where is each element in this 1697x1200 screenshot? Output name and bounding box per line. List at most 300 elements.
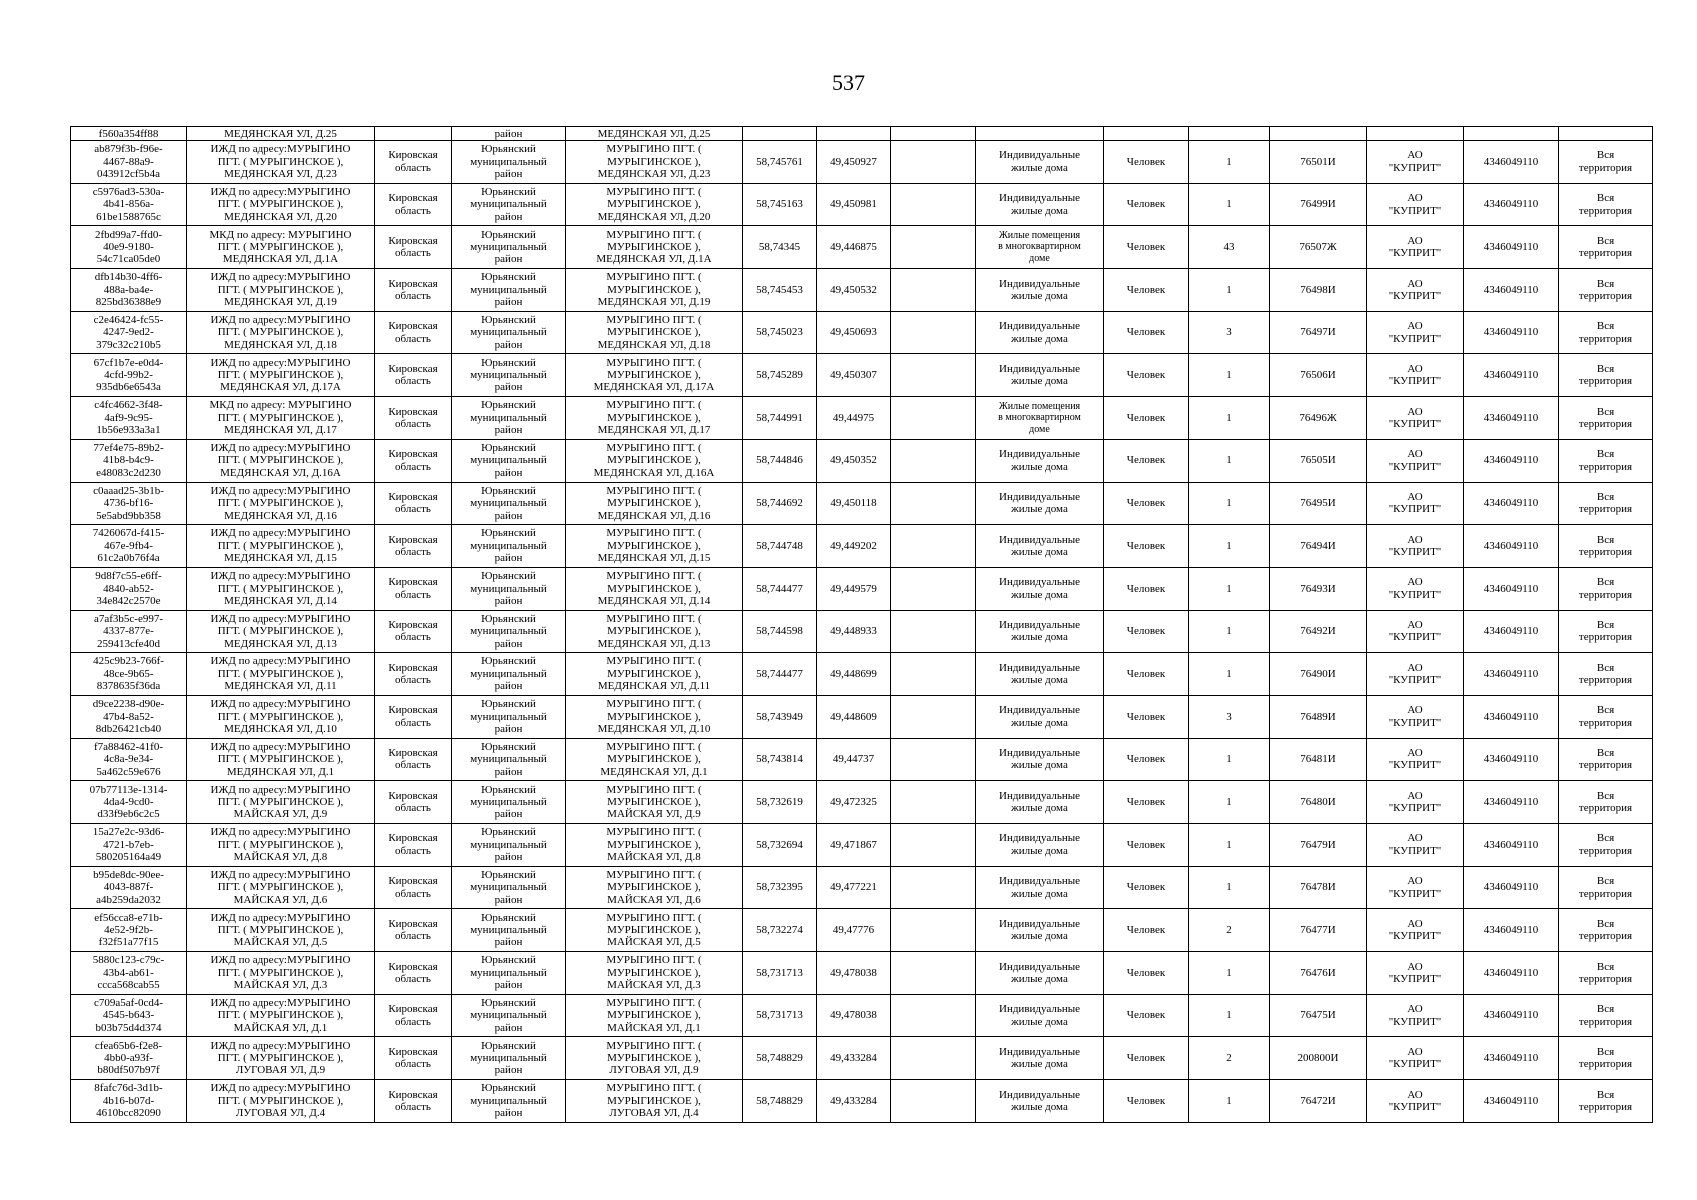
cell-address: МУРЫГИНО ПГТ. ( МУРЫГИНСКОЕ ), МЕДЯНСКАЯ УЛ, Д.18: [566, 311, 743, 354]
cell-zone: Вся территория: [1559, 311, 1653, 354]
table-row: [71, 127, 1653, 141]
cell-category: Индивидуальные жилые дома: [976, 311, 1104, 354]
cell-description: ИЖД по адресу:МУРЫГИНО ПГТ. ( МУРЫГИНСКОЕ ), МЕДЯНСКАЯ УЛ, Д.23: [187, 141, 375, 184]
cell-longitude: 49,448933: [817, 610, 891, 653]
cell-empty: [891, 354, 976, 397]
cell-inn: 4346049110: [1464, 439, 1559, 482]
cell-longitude: 49,433284: [817, 1080, 891, 1123]
cell-unit: Человек: [1104, 567, 1189, 610]
cell-zone: Вся территория: [1559, 738, 1653, 781]
cell-region: Кировская область: [375, 311, 452, 354]
cell-latitude: 58,744477: [743, 567, 817, 610]
cell-id: f7a88462-41f0- 4c8a-9e34- 5a462c59e676: [71, 738, 187, 781]
table-row: [71, 439, 1653, 482]
cell-description: ИЖД по адресу:МУРЫГИНО ПГТ. ( МУРЫГИНСКОЕ ), МАЙСКАЯ УЛ, Д.1: [187, 994, 375, 1037]
cell-latitude: 58,732395: [743, 866, 817, 909]
cell-inn: 4346049110: [1464, 269, 1559, 312]
cell-zone: Вся территория: [1559, 824, 1653, 867]
table-row: [71, 183, 1653, 226]
cell-organization: АО "КУПРИТ": [1367, 311, 1464, 354]
cell-unit: Человек: [1104, 1037, 1189, 1080]
cell-longitude: 49,450693: [817, 311, 891, 354]
cell-empty: [891, 695, 976, 738]
cell-code: [1270, 127, 1367, 141]
cell-count: 1: [1189, 354, 1270, 397]
cell-latitude: 58,743949: [743, 695, 817, 738]
cell-region: Кировская область: [375, 397, 452, 440]
cell-description: ИЖД по адресу:МУРЫГИНО ПГТ. ( МУРЫГИНСКОЕ ), ЛУГОВАЯ УЛ, Д.4: [187, 1080, 375, 1123]
cell-category: Индивидуальные жилые дома: [976, 525, 1104, 568]
cell-empty: [891, 824, 976, 867]
cell-longitude: 49,450532: [817, 269, 891, 312]
cell-id: 5880c123-c79c- 43b4-ab61- ccca568cab55: [71, 952, 187, 995]
cell-count: 1: [1189, 653, 1270, 696]
cell-id: f560a354ff88: [71, 127, 187, 141]
cell-address: МУРЫГИНО ПГТ. ( МУРЫГИНСКОЕ ), МЕДЯНСКАЯ УЛ, Д.23: [566, 141, 743, 184]
cell-latitude: 58,745761: [743, 141, 817, 184]
cell-code: 76506И: [1270, 354, 1367, 397]
cell-inn: 4346049110: [1464, 141, 1559, 184]
cell-district: Юрьянский муниципальный район: [452, 695, 566, 738]
cell-inn: 4346049110: [1464, 653, 1559, 696]
cell-empty: [891, 127, 976, 141]
cell-unit: Человек: [1104, 738, 1189, 781]
cell-district: Юрьянский муниципальный район: [452, 354, 566, 397]
cell-inn: [1464, 127, 1559, 141]
cell-unit: Человек: [1104, 994, 1189, 1037]
cell-latitude: [743, 127, 817, 141]
cell-code: 76475И: [1270, 994, 1367, 1037]
cell-address: МУРЫГИНО ПГТ. ( МУРЫГИНСКОЕ ), МАЙСКАЯ УЛ, Д.1: [566, 994, 743, 1037]
cell-empty: [891, 397, 976, 440]
cell-district: Юрьянский муниципальный район: [452, 482, 566, 525]
cell-description: МЕДЯНСКАЯ УЛ, Д.25: [187, 127, 375, 141]
cell-count: [1189, 127, 1270, 141]
cell-zone: Вся территория: [1559, 994, 1653, 1037]
cell-id: a7af3b5c-e997- 4337-877e- 259413cfe40d: [71, 610, 187, 653]
cell-inn: 4346049110: [1464, 525, 1559, 568]
cell-organization: АО "КУПРИТ": [1367, 1080, 1464, 1123]
cell-district: Юрьянский муниципальный район: [452, 1037, 566, 1080]
cell-latitude: 58,745289: [743, 354, 817, 397]
cell-organization: АО "КУПРИТ": [1367, 482, 1464, 525]
cell-unit: Человек: [1104, 311, 1189, 354]
cell-latitude: 58,745023: [743, 311, 817, 354]
cell-inn: 4346049110: [1464, 952, 1559, 995]
cell-count: 1: [1189, 866, 1270, 909]
cell-id: d9ce2238-d90e- 47b4-8a52- 8db26421cb40: [71, 695, 187, 738]
cell-organization: АО "КУПРИТ": [1367, 525, 1464, 568]
cell-address: МУРЫГИНО ПГТ. ( МУРЫГИНСКОЕ ), МЕДЯНСКАЯ УЛ, Д.20: [566, 183, 743, 226]
cell-address: МУРЫГИНО ПГТ. ( МУРЫГИНСКОЕ ), МЕДЯНСКАЯ УЛ, Д.1: [566, 738, 743, 781]
cell-address: МУРЫГИНО ПГТ. ( МУРЫГИНСКОЕ ), МЕДЯНСКАЯ УЛ, Д.14: [566, 567, 743, 610]
cell-zone: Вся территория: [1559, 653, 1653, 696]
cell-code: 76507Ж: [1270, 226, 1367, 269]
cell-unit: Человек: [1104, 269, 1189, 312]
cell-empty: [891, 994, 976, 1037]
cell-inn: 4346049110: [1464, 311, 1559, 354]
cell-organization: АО "КУПРИТ": [1367, 653, 1464, 696]
cell-code: 76477И: [1270, 909, 1367, 952]
cell-id: c4fc4662-3f48- 4af9-9c95- 1b56e933a3a1: [71, 397, 187, 440]
cell-latitude: 58,744748: [743, 525, 817, 568]
cell-region: Кировская область: [375, 354, 452, 397]
cell-description: ИЖД по адресу:МУРЫГИНО ПГТ. ( МУРЫГИНСКОЕ ), МАЙСКАЯ УЛ, Д.5: [187, 909, 375, 952]
cell-district: Юрьянский муниципальный район: [452, 909, 566, 952]
cell-longitude: 49,477221: [817, 866, 891, 909]
cell-zone: Вся территория: [1559, 567, 1653, 610]
cell-district: Юрьянский муниципальный район: [452, 141, 566, 184]
cell-inn: 4346049110: [1464, 226, 1559, 269]
cell-longitude: 49,471867: [817, 824, 891, 867]
cell-description: ИЖД по адресу:МУРЫГИНО ПГТ. ( МУРЫГИНСКОЕ ), МАЙСКАЯ УЛ, Д.9: [187, 781, 375, 824]
cell-empty: [891, 909, 976, 952]
cell-empty: [891, 1037, 976, 1080]
cell-unit: Человек: [1104, 525, 1189, 568]
cell-code: 76476И: [1270, 952, 1367, 995]
cell-unit: Человек: [1104, 354, 1189, 397]
cell-description: ИЖД по адресу:МУРЫГИНО ПГТ. ( МУРЫГИНСКОЕ ), МЕДЯНСКАЯ УЛ, Д.15: [187, 525, 375, 568]
cell-organization: АО "КУПРИТ": [1367, 141, 1464, 184]
cell-address: МУРЫГИНО ПГТ. ( МУРЫГИНСКОЕ ), МЕДЯНСКАЯ УЛ, Д.11: [566, 653, 743, 696]
cell-zone: Вся территория: [1559, 1037, 1653, 1080]
cell-zone: Вся территория: [1559, 610, 1653, 653]
cell-region: Кировская область: [375, 226, 452, 269]
cell-zone: Вся территория: [1559, 397, 1653, 440]
cell-category: Индивидуальные жилые дома: [976, 824, 1104, 867]
cell-code: 76480И: [1270, 781, 1367, 824]
cell-region: Кировская область: [375, 1037, 452, 1080]
cell-category: Индивидуальные жилые дома: [976, 567, 1104, 610]
cell-count: 1: [1189, 824, 1270, 867]
table-row: [71, 482, 1653, 525]
cell-id: dfb14b30-4ff6- 488a-ba4e- 825bd36388e9: [71, 269, 187, 312]
cell-description: ИЖД по адресу:МУРЫГИНО ПГТ. ( МУРЫГИНСКОЕ ), МЕДЯНСКАЯ УЛ, Д.18: [187, 311, 375, 354]
table-row: [71, 311, 1653, 354]
table-row: [71, 909, 1653, 952]
cell-longitude: 49,450981: [817, 183, 891, 226]
cell-id: cfea65b6-f2e8- 4bb0-a93f- b80df507b97f: [71, 1037, 187, 1080]
cell-latitude: 58,748829: [743, 1080, 817, 1123]
cell-code: 76498И: [1270, 269, 1367, 312]
cell-count: 1: [1189, 952, 1270, 995]
cell-organization: [1367, 127, 1464, 141]
cell-inn: 4346049110: [1464, 482, 1559, 525]
cell-region: Кировская область: [375, 482, 452, 525]
cell-code: 76490И: [1270, 653, 1367, 696]
cell-count: 1: [1189, 1080, 1270, 1123]
table-row: [71, 354, 1653, 397]
cell-category: Индивидуальные жилые дома: [976, 909, 1104, 952]
cell-count: 3: [1189, 695, 1270, 738]
cell-empty: [891, 781, 976, 824]
cell-district: Юрьянский муниципальный район: [452, 311, 566, 354]
cell-code: 76493И: [1270, 567, 1367, 610]
cell-empty: [891, 269, 976, 312]
cell-count: 2: [1189, 909, 1270, 952]
cell-organization: АО "КУПРИТ": [1367, 866, 1464, 909]
cell-inn: 4346049110: [1464, 866, 1559, 909]
cell-id: 15a27e2c-93d6- 4721-b7eb- 580205164a49: [71, 824, 187, 867]
cell-empty: [891, 738, 976, 781]
cell-zone: Вся территория: [1559, 354, 1653, 397]
cell-unit: Человек: [1104, 183, 1189, 226]
cell-unit: Человек: [1104, 909, 1189, 952]
cell-address: МУРЫГИНО ПГТ. ( МУРЫГИНСКОЕ ), МЕДЯНСКАЯ УЛ, Д.16А: [566, 439, 743, 482]
cell-longitude: 49,44975: [817, 397, 891, 440]
cell-category: Индивидуальные жилые дома: [976, 610, 1104, 653]
cell-zone: Вся территория: [1559, 141, 1653, 184]
cell-id: 2fbd99a7-ffd0- 40e9-9180- 54c71ca05de0: [71, 226, 187, 269]
cell-unit: Человек: [1104, 866, 1189, 909]
cell-description: ИЖД по адресу:МУРЫГИНО ПГТ. ( МУРЫГИНСКОЕ ), ЛУГОВАЯ УЛ, Д.9: [187, 1037, 375, 1080]
cell-district: Юрьянский муниципальный район: [452, 397, 566, 440]
cell-region: Кировская область: [375, 269, 452, 312]
cell-empty: [891, 653, 976, 696]
cell-district: Юрьянский муниципальный район: [452, 525, 566, 568]
cell-count: 2: [1189, 1037, 1270, 1080]
cell-unit: Человек: [1104, 781, 1189, 824]
cell-longitude: 49,449579: [817, 567, 891, 610]
cell-description: ИЖД по адресу:МУРЫГИНО ПГТ. ( МУРЫГИНСКОЕ ), МАЙСКАЯ УЛ, Д.8: [187, 824, 375, 867]
cell-category: Индивидуальные жилые дома: [976, 866, 1104, 909]
table-row: [71, 397, 1653, 440]
cell-zone: Вся территория: [1559, 1080, 1653, 1123]
cell-region: Кировская область: [375, 141, 452, 184]
table-row: [71, 866, 1653, 909]
cell-district: Юрьянский муниципальный район: [452, 824, 566, 867]
cell-inn: 4346049110: [1464, 610, 1559, 653]
cell-latitude: 58,745163: [743, 183, 817, 226]
page-number: 537: [832, 70, 865, 95]
cell-region: Кировская область: [375, 567, 452, 610]
cell-unit: Человек: [1104, 141, 1189, 184]
cell-latitude: 58,732274: [743, 909, 817, 952]
cell-zone: Вся территория: [1559, 439, 1653, 482]
cell-address: МУРЫГИНО ПГТ. ( МУРЫГИНСКОЕ ), МЕДЯНСКАЯ УЛ, Д.17А: [566, 354, 743, 397]
cell-category: Индивидуальные жилые дома: [976, 952, 1104, 995]
cell-description: ИЖД по адресу:МУРЫГИНО ПГТ. ( МУРЫГИНСКОЕ ), МЕДЯНСКАЯ УЛ, Д.1: [187, 738, 375, 781]
cell-id: c5976ad3-530a- 4b41-856a- 61be1588765c: [71, 183, 187, 226]
cell-zone: Вся территория: [1559, 866, 1653, 909]
cell-longitude: 49,478038: [817, 994, 891, 1037]
cell-organization: АО "КУПРИТ": [1367, 824, 1464, 867]
cell-address: МУРЫГИНО ПГТ. ( МУРЫГИНСКОЕ ), МЕДЯНСКАЯ УЛ, Д.1А: [566, 226, 743, 269]
cell-count: 1: [1189, 183, 1270, 226]
cell-unit: [1104, 127, 1189, 141]
cell-count: 1: [1189, 994, 1270, 1037]
cell-id: 67cf1b7e-e0d4- 4cfd-99b2- 935db6e6543a: [71, 354, 187, 397]
cell-organization: АО "КУПРИТ": [1367, 354, 1464, 397]
table-row: [71, 952, 1653, 995]
cell-longitude: 49,450118: [817, 482, 891, 525]
cell-code: 200800И: [1270, 1037, 1367, 1080]
cell-zone: Вся территория: [1559, 695, 1653, 738]
table-row: [71, 226, 1653, 269]
cell-latitude: 58,74345: [743, 226, 817, 269]
cell-category: Жилые помещения в многоквартирном доме: [976, 397, 1104, 440]
cell-organization: АО "КУПРИТ": [1367, 439, 1464, 482]
cell-latitude: 58,748829: [743, 1037, 817, 1080]
cell-code: 76495И: [1270, 482, 1367, 525]
cell-zone: Вся территория: [1559, 226, 1653, 269]
cell-description: ИЖД по адресу:МУРЫГИНО ПГТ. ( МУРЫГИНСКОЕ ), МЕДЯНСКАЯ УЛ, Д.16: [187, 482, 375, 525]
cell-region: Кировская область: [375, 610, 452, 653]
cell-description: ИЖД по адресу:МУРЫГИНО ПГТ. ( МУРЫГИНСКОЕ ), МЕДЯНСКАЯ УЛ, Д.11: [187, 653, 375, 696]
cell-category: Индивидуальные жилые дома: [976, 183, 1104, 226]
cell-longitude: 49,478038: [817, 952, 891, 995]
cell-empty: [891, 952, 976, 995]
cell-category: Индивидуальные жилые дома: [976, 1037, 1104, 1080]
cell-category: Индивидуальные жилые дома: [976, 695, 1104, 738]
cell-inn: 4346049110: [1464, 183, 1559, 226]
table-row: [71, 695, 1653, 738]
cell-count: 3: [1189, 311, 1270, 354]
cell-district: Юрьянский муниципальный район: [452, 183, 566, 226]
cell-unit: Человек: [1104, 952, 1189, 995]
cell-empty: [891, 311, 976, 354]
cell-longitude: 49,450927: [817, 141, 891, 184]
table-row: [71, 1080, 1653, 1123]
cell-unit: Человек: [1104, 482, 1189, 525]
cell-longitude: 49,472325: [817, 781, 891, 824]
cell-organization: АО "КУПРИТ": [1367, 610, 1464, 653]
cell-address: МУРЫГИНО ПГТ. ( МУРЫГИНСКОЕ ), МАЙСКАЯ УЛ, Д.8: [566, 824, 743, 867]
cell-unit: Человек: [1104, 397, 1189, 440]
cell-id: ef56cca8-e71b- 4e52-9f2b- f32f51a77f15: [71, 909, 187, 952]
cell-empty: [891, 866, 976, 909]
registry-table: [70, 126, 1653, 1123]
cell-latitude: 58,744692: [743, 482, 817, 525]
cell-district: Юрьянский муниципальный район: [452, 866, 566, 909]
cell-organization: АО "КУПРИТ": [1367, 397, 1464, 440]
table-row: [71, 525, 1653, 568]
cell-region: Кировская область: [375, 952, 452, 995]
cell-inn: 4346049110: [1464, 738, 1559, 781]
cell-description: ИЖД по адресу:МУРЫГИНО ПГТ. ( МУРЫГИНСКОЕ ), МЕДЯНСКАЯ УЛ, Д.13: [187, 610, 375, 653]
cell-region: Кировская область: [375, 439, 452, 482]
cell-district: Юрьянский муниципальный район: [452, 738, 566, 781]
cell-inn: 4346049110: [1464, 781, 1559, 824]
cell-description: ИЖД по адресу:МУРЫГИНО ПГТ. ( МУРЫГИНСКОЕ ), МАЙСКАЯ УЛ, Д.3: [187, 952, 375, 995]
cell-zone: Вся территория: [1559, 781, 1653, 824]
table-row: [71, 610, 1653, 653]
cell-longitude: 49,47776: [817, 909, 891, 952]
cell-category: Индивидуальные жилые дома: [976, 738, 1104, 781]
cell-inn: 4346049110: [1464, 695, 1559, 738]
cell-empty: [891, 525, 976, 568]
cell-category: [976, 127, 1104, 141]
cell-latitude: 58,743814: [743, 738, 817, 781]
cell-category: Индивидуальные жилые дома: [976, 482, 1104, 525]
cell-latitude: 58,744477: [743, 653, 817, 696]
cell-unit: Человек: [1104, 226, 1189, 269]
cell-empty: [891, 226, 976, 269]
cell-organization: АО "КУПРИТ": [1367, 909, 1464, 952]
cell-id: c2e46424-fc55- 4247-9ed2- 379c32c210b5: [71, 311, 187, 354]
cell-empty: [891, 141, 976, 184]
cell-latitude: 58,744598: [743, 610, 817, 653]
table-row: [71, 567, 1653, 610]
cell-description: МКД по адресу: МУРЫГИНО ПГТ. ( МУРЫГИНСКОЕ ), МЕДЯНСКАЯ УЛ, Д.1А: [187, 226, 375, 269]
cell-category: Индивидуальные жилые дома: [976, 653, 1104, 696]
cell-description: ИЖД по адресу:МУРЫГИНО ПГТ. ( МУРЫГИНСКОЕ ), МАЙСКАЯ УЛ, Д.6: [187, 866, 375, 909]
cell-longitude: 49,448699: [817, 653, 891, 696]
cell-code: 76499И: [1270, 183, 1367, 226]
cell-code: 76497И: [1270, 311, 1367, 354]
cell-address: МУРЫГИНО ПГТ. ( МУРЫГИНСКОЕ ), ЛУГОВАЯ УЛ, Д.4: [566, 1080, 743, 1123]
cell-district: Юрьянский муниципальный район: [452, 567, 566, 610]
cell-unit: Человек: [1104, 610, 1189, 653]
table-row: [71, 141, 1653, 184]
cell-district: Юрьянский муниципальный район: [452, 994, 566, 1037]
cell-longitude: 49,450307: [817, 354, 891, 397]
cell-code: 76478И: [1270, 866, 1367, 909]
cell-address: МУРЫГИНО ПГТ. ( МУРЫГИНСКОЕ ), МЕДЯНСКАЯ УЛ, Д.16: [566, 482, 743, 525]
cell-empty: [891, 439, 976, 482]
cell-id: c709a5af-0cd4- 4545-b643- b03b75d4d374: [71, 994, 187, 1037]
cell-id: b95de8dc-90ee- 4043-887f- a4b259da2032: [71, 866, 187, 909]
cell-district: Юрьянский муниципальный район: [452, 269, 566, 312]
cell-district: Юрьянский муниципальный район: [452, 653, 566, 696]
cell-unit: Человек: [1104, 824, 1189, 867]
cell-unit: Человек: [1104, 1080, 1189, 1123]
cell-address: МУРЫГИНО ПГТ. ( МУРЫГИНСКОЕ ), МЕДЯНСКАЯ УЛ, Д.15: [566, 525, 743, 568]
cell-description: ИЖД по адресу:МУРЫГИНО ПГТ. ( МУРЫГИНСКОЕ ), МЕДЯНСКАЯ УЛ, Д.14: [187, 567, 375, 610]
cell-empty: [891, 610, 976, 653]
cell-description: МКД по адресу: МУРЫГИНО ПГТ. ( МУРЫГИНСКОЕ ), МЕДЯНСКАЯ УЛ, Д.17: [187, 397, 375, 440]
cell-code: 76481И: [1270, 738, 1367, 781]
cell-organization: АО "КУПРИТ": [1367, 183, 1464, 226]
cell-latitude: 58,744991: [743, 397, 817, 440]
cell-address: МУРЫГИНО ПГТ. ( МУРЫГИНСКОЕ ), МЕДЯНСКАЯ УЛ, Д.19: [566, 269, 743, 312]
cell-unit: Человек: [1104, 439, 1189, 482]
cell-code: 76496Ж: [1270, 397, 1367, 440]
cell-district: Юрьянский муниципальный район: [452, 1080, 566, 1123]
cell-longitude: [817, 127, 891, 141]
cell-longitude: 49,450352: [817, 439, 891, 482]
cell-longitude: 49,44737: [817, 738, 891, 781]
cell-latitude: 58,732694: [743, 824, 817, 867]
cell-zone: Вся территория: [1559, 482, 1653, 525]
cell-id: 7426067d-f415- 467e-9fb4- 61c2a0b76f4a: [71, 525, 187, 568]
cell-region: Кировская область: [375, 866, 452, 909]
cell-category: Индивидуальные жилые дома: [976, 354, 1104, 397]
cell-code: 76501И: [1270, 141, 1367, 184]
cell-longitude: 49,446875: [817, 226, 891, 269]
cell-region: Кировская область: [375, 994, 452, 1037]
cell-zone: Вся территория: [1559, 952, 1653, 995]
cell-district: Юрьянский муниципальный район: [452, 439, 566, 482]
cell-zone: Вся территория: [1559, 909, 1653, 952]
cell-description: ИЖД по адресу:МУРЫГИНО ПГТ. ( МУРЫГИНСКОЕ ), МЕДЯНСКАЯ УЛ, Д.17А: [187, 354, 375, 397]
cell-id: c0aaad25-3b1b- 4736-bf16- 5e5abd9bb358: [71, 482, 187, 525]
cell-empty: [891, 482, 976, 525]
cell-id: 8fafc76d-3d1b- 4b16-b07d- 4610bcc82090: [71, 1080, 187, 1123]
cell-inn: 4346049110: [1464, 1037, 1559, 1080]
cell-id: 425c9b23-766f- 48ce-9b65- 8378635f36da: [71, 653, 187, 696]
cell-count: 1: [1189, 439, 1270, 482]
cell-organization: АО "КУПРИТ": [1367, 781, 1464, 824]
cell-address: МУРЫГИНО ПГТ. ( МУРЫГИНСКОЕ ), МЕДЯНСКАЯ УЛ, Д.10: [566, 695, 743, 738]
cell-address: МУРЫГИНО ПГТ. ( МУРЫГИНСКОЕ ), МЕДЯНСКАЯ УЛ, Д.17: [566, 397, 743, 440]
cell-address: МУРЫГИНО ПГТ. ( МУРЫГИНСКОЕ ), МАЙСКАЯ УЛ, Д.3: [566, 952, 743, 995]
cell-latitude: 58,732619: [743, 781, 817, 824]
cell-empty: [891, 183, 976, 226]
cell-address: МУРЫГИНО ПГТ. ( МУРЫГИНСКОЕ ), МЕДЯНСКАЯ УЛ, Д.13: [566, 610, 743, 653]
cell-count: 1: [1189, 397, 1270, 440]
cell-inn: 4346049110: [1464, 994, 1559, 1037]
